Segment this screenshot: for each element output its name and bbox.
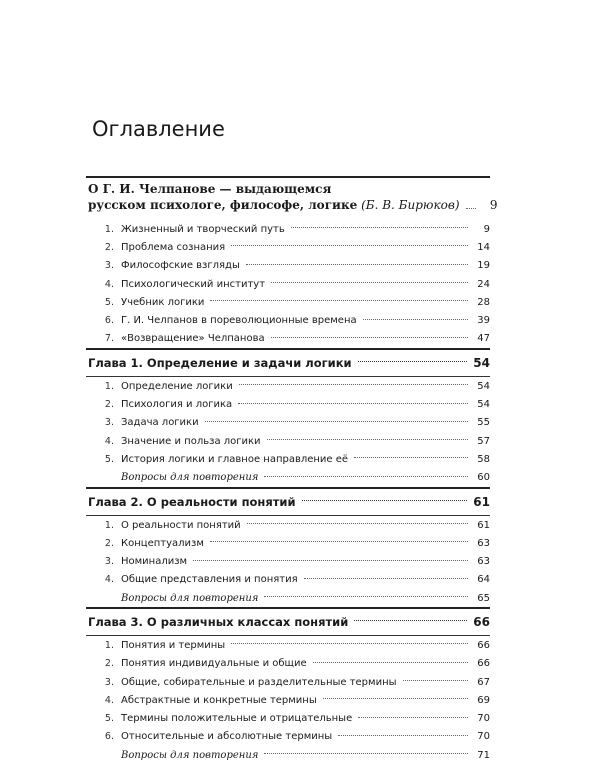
item-page: 47: [477, 333, 490, 345]
item-number: 2.: [104, 537, 114, 549]
dot-leader: [271, 282, 468, 283]
item-page: 54: [477, 399, 490, 411]
item-number: 1.: [104, 223, 114, 235]
dot-leader: [205, 421, 468, 422]
item-page: 24: [477, 278, 490, 290]
item-page: 57: [477, 435, 490, 447]
dot-leader: [358, 361, 468, 362]
dot-leader: [338, 735, 468, 736]
item-page: 61: [477, 519, 490, 531]
dot-leader: [313, 662, 468, 663]
item-title: Понятия и термины: [121, 639, 226, 651]
table-of-contents: [86, 176, 498, 764]
review-page: 60: [477, 472, 490, 484]
toc-item[interactable]: [86, 377, 490, 395]
toc-item[interactable]: [86, 691, 490, 709]
chapter-page: 61: [473, 494, 490, 509]
item-number: 7.: [104, 333, 114, 345]
item-page: 69: [477, 694, 490, 706]
item-number: 5.: [104, 453, 114, 465]
intro-title-line1: О Г. И. Челпанове — выдающемся: [88, 182, 332, 196]
item-title: Психология и логика: [121, 399, 233, 411]
dot-leader: [210, 300, 468, 301]
dot-leader: [246, 264, 468, 265]
item-title: Жизненный и творческий путь: [121, 223, 285, 235]
item-number: 2.: [104, 399, 114, 411]
dot-leader: [302, 500, 468, 501]
item-page: 66: [477, 658, 490, 670]
toc-item[interactable]: [86, 414, 490, 432]
toc-item[interactable]: [86, 220, 490, 238]
item-number: 3.: [104, 676, 114, 688]
item-title: Понятия индивидуальные и общие: [121, 658, 307, 670]
toc-item[interactable]: [86, 710, 490, 728]
dot-leader: [267, 439, 468, 440]
dot-leader: [264, 596, 468, 597]
dot-leader: [466, 208, 476, 209]
item-page: 58: [477, 453, 490, 465]
item-title: Г. И. Челпанов в пореволюционные времена: [121, 315, 357, 327]
item-page: 67: [477, 676, 490, 688]
item-page: 9: [483, 223, 490, 235]
item-page: 63: [477, 537, 490, 549]
review-page: 71: [477, 749, 490, 761]
chapter-title: Глава 2. О реальности понятий: [88, 494, 296, 509]
item-number: 2.: [104, 658, 114, 670]
item-title: Относительные и абсолютные термины: [121, 731, 333, 743]
toc-review-item[interactable]: [86, 469, 490, 487]
dot-leader: [358, 717, 468, 718]
toc-item[interactable]: [86, 636, 490, 654]
review-title: Вопросы для повторения: [121, 472, 259, 484]
dot-leader: [210, 541, 468, 542]
toc-item[interactable]: [86, 257, 490, 275]
chapter-page: 66: [473, 615, 490, 630]
item-title: Проблема сознания: [121, 241, 226, 253]
item-title: История логики и главное направление её: [121, 453, 349, 465]
dot-leader: [291, 227, 468, 228]
item-number: 1.: [104, 380, 114, 392]
toc-item[interactable]: [86, 552, 490, 570]
toc-item[interactable]: [86, 673, 490, 691]
intro-title-row: [86, 197, 498, 214]
item-page: 19: [477, 260, 490, 272]
item-number: 2.: [104, 241, 114, 253]
intro-author: (Б. В. Бирюков): [361, 198, 460, 212]
toc-item[interactable]: [86, 516, 490, 534]
item-title: Общие представления и понятия: [121, 574, 298, 586]
dot-leader: [354, 620, 467, 621]
item-number: 4.: [104, 278, 114, 290]
item-title: Задача логики: [121, 417, 199, 429]
toc-item[interactable]: [86, 275, 490, 293]
item-number: 3.: [104, 260, 114, 272]
dot-leader: [264, 476, 468, 477]
item-title: Учебник логики: [121, 296, 205, 308]
item-page: 66: [477, 639, 490, 651]
chapter-page: 54: [473, 356, 490, 371]
item-page: 28: [477, 296, 490, 308]
dot-leader: [239, 384, 468, 385]
review-page: 65: [477, 592, 490, 604]
toc-review-item[interactable]: [86, 589, 490, 607]
dot-leader: [403, 680, 468, 681]
toc-item[interactable]: [86, 655, 490, 673]
toc-item[interactable]: [86, 534, 490, 552]
item-title: О реальности понятий: [121, 519, 241, 531]
item-page: 55: [477, 417, 490, 429]
dot-leader: [304, 578, 468, 579]
toc-item[interactable]: [86, 728, 490, 746]
dot-leader: [193, 560, 468, 561]
item-number: 4.: [104, 694, 114, 706]
item-number: 5.: [104, 713, 114, 725]
item-title: «Возвращение» Челпанова: [121, 333, 265, 345]
item-title: Значение и польза логики: [121, 435, 261, 447]
item-number: 6.: [104, 315, 114, 327]
dot-leader: [354, 457, 468, 458]
item-title: Абстрактные и конкретные термины: [121, 694, 317, 706]
chapter-title: Глава 1. Определение и задачи логики: [88, 356, 352, 371]
dot-leader: [264, 753, 468, 754]
toc-item[interactable]: [86, 293, 490, 311]
toc-item[interactable]: [86, 395, 490, 413]
item-title: Определение логики: [121, 380, 233, 392]
item-title: Термины положительные и отрицательные: [121, 713, 353, 725]
review-title: Вопросы для повторения: [121, 749, 259, 761]
item-number: 4.: [104, 574, 114, 586]
item-number: 3.: [104, 417, 114, 429]
item-page: 70: [477, 731, 490, 743]
toc-chapter-1[interactable]: [86, 350, 490, 376]
dot-leader: [323, 698, 468, 699]
item-number: 5.: [104, 296, 114, 308]
toc-item[interactable]: [86, 311, 490, 329]
item-page: 70: [477, 713, 490, 725]
toc-review-item[interactable]: [86, 746, 490, 764]
dot-leader: [271, 337, 468, 338]
toc-item[interactable]: [86, 432, 490, 450]
review-title: Вопросы для повторения: [121, 592, 259, 604]
item-title: Номинализм: [121, 556, 188, 568]
toc-item[interactable]: [86, 330, 490, 348]
toc-chapter-2[interactable]: [86, 489, 490, 515]
intro-title-line2: русском психологе, философе, логике: [88, 198, 358, 212]
page-title: Оглавление: [92, 117, 225, 141]
toc-chapter-3[interactable]: [86, 609, 490, 635]
item-page: 63: [477, 556, 490, 568]
toc-item[interactable]: [86, 571, 490, 589]
item-page: 14: [477, 241, 490, 253]
dot-leader: [238, 403, 468, 404]
toc-intro-entry[interactable]: [86, 178, 498, 220]
item-number: 6.: [104, 731, 114, 743]
item-page: 64: [477, 574, 490, 586]
dot-leader: [363, 319, 468, 320]
item-number: 1.: [104, 639, 114, 651]
item-number: 1.: [104, 519, 114, 531]
item-page: 39: [477, 315, 490, 327]
item-title: Концептуализм: [121, 537, 204, 549]
dot-leader: [231, 643, 468, 644]
item-title: Философские взгляды: [121, 260, 240, 272]
item-number: 3.: [104, 556, 114, 568]
item-number: 4.: [104, 435, 114, 447]
item-title: Психологический институт: [121, 278, 266, 290]
dot-leader: [247, 523, 468, 524]
toc-item[interactable]: [86, 238, 490, 256]
toc-item[interactable]: [86, 450, 490, 468]
item-page: 54: [477, 380, 490, 392]
item-title: Общие, собирательные и разделительные термины: [121, 676, 397, 688]
intro-page: 9: [489, 198, 498, 212]
chapter-title: Глава 3. О различных классах понятий: [88, 615, 349, 630]
dot-leader: [231, 245, 468, 246]
